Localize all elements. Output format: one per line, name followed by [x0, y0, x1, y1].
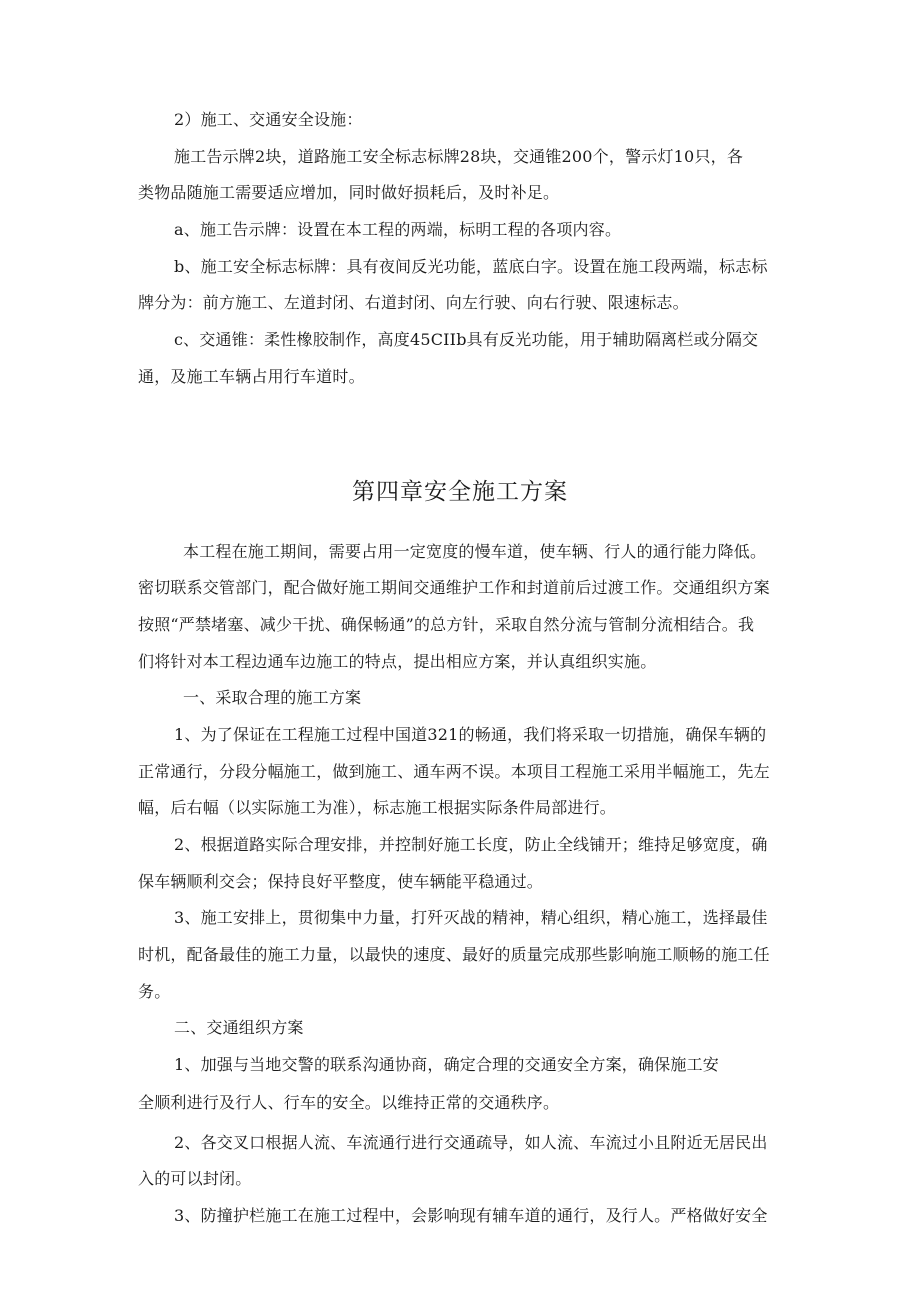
paragraph-line: 3、防撞护栏施工在施工过程中，会影响现有辅车道的通行，及行人。严格做好安全: [174, 1206, 768, 1225]
paragraph-line: 本工程在施工期间，需要占用一定宽度的慢车道，使车辆、行人的通行能力降低。: [183, 542, 767, 561]
paragraph-line: 幅，后右幅（以实际施工为准），标志施工根据实际条件局部进行。: [138, 798, 617, 817]
paragraph-line: 2、各交叉口根据人流、车流通行进行交通疏导，如人流、车流过小且附近无居民出: [174, 1133, 768, 1152]
chapter-title: 第四章安全施工方案: [352, 479, 568, 505]
paragraph-line: 类物品随施工需要适应增加，同时做好损耗后，及时补足。: [138, 183, 560, 202]
paragraph-line: 正常通行，分段分幅施工，做到施工、通车两不误。本项目工程施工采用半幅施工，先左: [138, 762, 770, 781]
paragraph-line: 入的可以封闭。: [138, 1169, 252, 1188]
paragraph-line: c、交通锥：柔性橡胶制作，高度45CIIb具有反光功能，用于辅助隔离栏或分隔交: [174, 330, 759, 349]
section-heading: 2）施工、交通安全设施：: [174, 110, 363, 129]
subsection-heading: 一、采取合理的施工方案: [183, 688, 362, 707]
paragraph-line: 2、根据道路实际合理安排，并控制好施工长度，防止全线铺开；维持足够宽度，确: [174, 835, 768, 854]
paragraph-line: b、施工安全标志标牌：具有夜间反光功能，蓝底白字。设置在施工段两端，标志标: [174, 257, 768, 276]
paragraph-line: 牌分为：前方施工、左道封闭、右道封闭、向左行驶、向右行驶、限速标志。: [138, 293, 689, 312]
paragraph-line: a、施工告示牌：设置在本工程的两端，标明工程的各项内容。: [174, 220, 622, 239]
paragraph-line: 3、施工安排上，贯彻集中力量，打歼灭战的精神，精心组织，精心施工，选择最佳: [174, 908, 768, 927]
paragraph-line: 全顺利进行及行人、行车的安全。以维持正常的交通秩序。: [138, 1093, 560, 1112]
paragraph-line: 通，及施工车辆占用行车道时。: [138, 367, 365, 386]
paragraph-line: 1、加强与当地交警的联系沟通协商，确定合理的交通安全方案，确保施工安: [174, 1055, 719, 1074]
subsection-heading: 二、交通组织方案: [174, 1018, 304, 1037]
paragraph-line: 施工告示牌2块，道路施工安全标志标牌28块，交通锥200个，警示灯10只，各: [174, 147, 744, 166]
paragraph-line: 1、为了保证在工程施工过程中国道321的畅通，我们将采取一切措施，确保车辆的: [174, 725, 767, 744]
paragraph-line: 密切联系交管部门，配合做好施工期间交通维护工作和封道前后过渡工作。交通组织方案: [138, 578, 770, 597]
paragraph-line: 保车辆顺利交会；保持良好平整度，使车辆能平稳通过。: [138, 872, 544, 891]
paragraph-line: 务。: [138, 982, 171, 1001]
paragraph-line: 们将针对本工程边通车边施工的特点，提出相应方案，并认真组织实施。: [138, 652, 657, 671]
paragraph-line: 时机，配备最佳的施工力量，以最快的速度、最好的质量完成那些影响施工顺畅的施工任: [138, 945, 770, 964]
paragraph-line: 按照“严禁堵塞、减少干扰、确保畅通”的总方针，采取自然分流与管制分流相结合。我: [138, 615, 755, 634]
